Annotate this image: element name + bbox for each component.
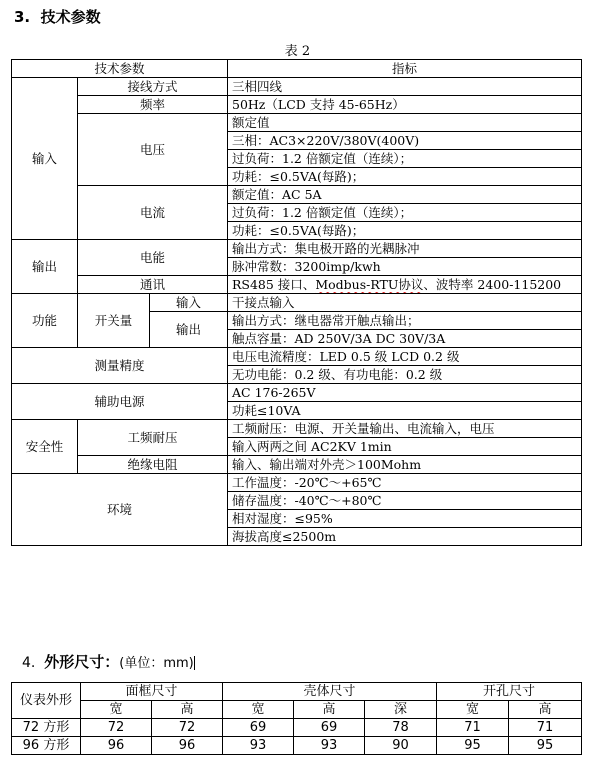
- sub-header: 宽: [81, 701, 152, 719]
- row-value: 工频耐压：电源、开关量输出、电流输入，电压: [228, 420, 582, 438]
- row-value: 过负荷：1.2 倍额定值（连续）；: [228, 150, 582, 168]
- row-label: 通讯: [78, 276, 228, 294]
- group-function: 功能: [12, 294, 78, 348]
- row-value: 输入、输出端对外壳＞100Mohm: [228, 456, 582, 474]
- row-label: 输出: [150, 312, 228, 348]
- header-index: 指标: [228, 60, 582, 78]
- comm-protocol: Modbus-RTU协议: [315, 277, 424, 292]
- cell: 69: [223, 719, 294, 737]
- header-param: 技术参数: [12, 60, 228, 78]
- row-label: 绝缘电阻: [78, 456, 228, 474]
- table-row: [12, 294, 582, 312]
- comm-baud: 、波特率 2400-115200: [423, 277, 562, 292]
- header-type: 仪表外形: [12, 683, 81, 719]
- table-caption: 表 2: [284, 44, 311, 59]
- table-row: [12, 96, 582, 114]
- table-row: [12, 348, 582, 366]
- cell: 95: [437, 737, 509, 755]
- section-title: 外形尺寸：: [44, 653, 120, 671]
- sub-header: 高: [294, 701, 365, 719]
- unit-note: (单位：mm): [119, 656, 194, 671]
- cell: 72: [152, 719, 223, 737]
- text-cursor: [194, 656, 195, 670]
- row-value: 干接点输入: [228, 294, 582, 312]
- table-row: [12, 384, 582, 402]
- row-label: 工频耐压: [78, 420, 228, 456]
- cell: 69: [294, 719, 365, 737]
- row-value: 功耗：≤0.5VA(每路)；: [228, 168, 582, 186]
- cell: 95: [509, 737, 582, 755]
- row-value: 电压电流精度：LED 0.5 级 LCD 0.2 级: [228, 348, 582, 366]
- header-panel: 面框尺寸: [81, 683, 223, 701]
- switch-label: 开关量: [78, 294, 150, 348]
- cell: 93: [294, 737, 365, 755]
- table-row: [12, 240, 582, 258]
- table-row: [12, 474, 582, 492]
- section-3-heading: [14, 6, 101, 27]
- row-value: 储存温度：-40℃～+80℃: [228, 492, 582, 510]
- comm-text: RS485 接口、: [232, 277, 316, 292]
- cell: 72: [81, 719, 152, 737]
- row-value: 脉冲常数：3200imp/kwh: [228, 258, 582, 276]
- group-output: 输出: [12, 240, 78, 294]
- section-number: 3.: [14, 8, 31, 26]
- cell: 78: [365, 719, 437, 737]
- section-title: 技术参数: [40, 8, 101, 26]
- row-label: 接线方式: [78, 78, 228, 96]
- table-row: [12, 78, 582, 96]
- header-hole: 开孔尺寸: [437, 683, 582, 701]
- row-value: 输入两两之间 AC2KV 1min: [228, 438, 582, 456]
- table-row: [12, 701, 582, 719]
- table-row: [12, 114, 582, 132]
- table-row: [12, 737, 582, 755]
- table-row: [12, 719, 582, 737]
- row-value: 工作温度：-20℃～+65℃: [228, 474, 582, 492]
- sub-header: 宽: [437, 701, 509, 719]
- row-label: 电能: [78, 240, 228, 276]
- row-value: 三相四线: [228, 78, 582, 96]
- cell: 93: [223, 737, 294, 755]
- table-row: [12, 186, 582, 204]
- row-value: 输出方式：继电器常开触点输出；: [228, 312, 582, 330]
- row-value: 额定值：AC 5A: [228, 186, 582, 204]
- row-value: 无功电能：0.2 级、有功电能：0.2 级: [228, 366, 582, 384]
- cell: 71: [437, 719, 509, 737]
- row-value: [228, 276, 582, 294]
- table-row: [12, 276, 582, 294]
- row-label: 辅助电源: [12, 384, 228, 420]
- table-row: [12, 456, 582, 474]
- sub-header: 高: [152, 701, 223, 719]
- row-value: AC 176-265V: [228, 384, 582, 402]
- spec-table: [11, 59, 582, 546]
- row-value: 额定值: [228, 114, 582, 132]
- row-label: 环境: [12, 474, 228, 546]
- row-value: 过负荷：1.2 倍额定值（连续）；: [228, 204, 582, 222]
- cell: 90: [365, 737, 437, 755]
- row-label: 输入: [150, 294, 228, 312]
- group-safety: 安全性: [12, 420, 78, 474]
- row-value: 触点容量：AD 250V/3A DC 30V/3A: [228, 330, 582, 348]
- row-value: 输出方式：集电极开路的光耦脉冲: [228, 240, 582, 258]
- row-value: 50Hz（LCD 支持 45-65Hz）: [228, 96, 582, 114]
- dimensions-table: [11, 682, 582, 755]
- row-label: 电流: [78, 186, 228, 240]
- section-number: 4.: [22, 655, 36, 671]
- row-label: 测量精度: [12, 348, 228, 384]
- row-label: 电压: [78, 114, 228, 186]
- row-value: 海拔高度≤2500m: [228, 528, 582, 546]
- cell: 71: [509, 719, 582, 737]
- sub-header: 深: [365, 701, 437, 719]
- group-input: 输入: [12, 78, 78, 240]
- row-value: 三相：AC3×220V/380V(400V): [228, 132, 582, 150]
- section-4-heading: [22, 651, 195, 672]
- row-label: 频率: [78, 96, 228, 114]
- row-value: 相对湿度：≤95%: [228, 510, 582, 528]
- row-value: 功耗：≤0.5VA(每路)；: [228, 222, 582, 240]
- table-row: [12, 420, 582, 438]
- row-value: 功耗≤10VA: [228, 402, 582, 420]
- header-shell: 壳体尺寸: [223, 683, 437, 701]
- row-name: 72 方形: [12, 719, 81, 737]
- sub-header: 宽: [223, 701, 294, 719]
- cell: 96: [81, 737, 152, 755]
- cell: 96: [152, 737, 223, 755]
- table-row: [12, 683, 582, 701]
- row-name: 96 方形: [12, 737, 81, 755]
- sub-header: 高: [509, 701, 582, 719]
- table-row: [12, 60, 582, 78]
